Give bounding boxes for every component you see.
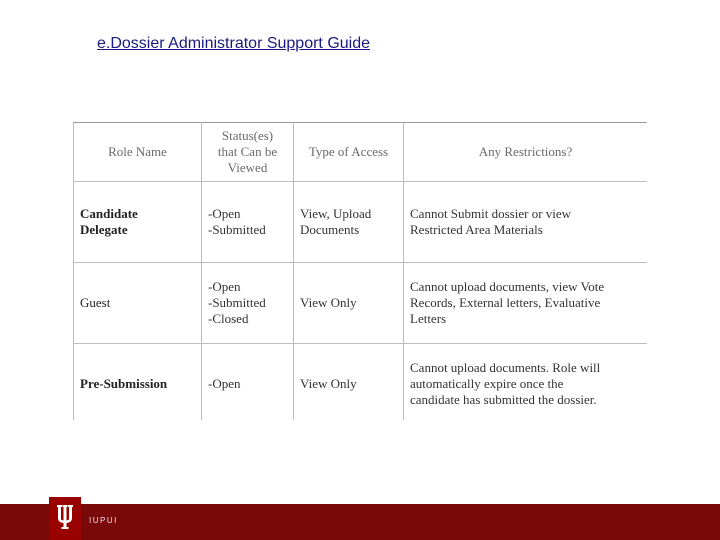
brand-label: IUPUI [89, 516, 118, 525]
restrictions-cell [404, 344, 648, 421]
role-line: Pre-Submission [80, 376, 168, 391]
access-cell [294, 344, 404, 421]
header-role-name [74, 123, 202, 182]
access-line: View, Upload [300, 206, 372, 221]
statuses-cell [202, 182, 294, 263]
access-cell [294, 182, 404, 263]
header-type-of-access [294, 123, 404, 182]
restriction-line: Records, External letters, Evaluative [410, 295, 601, 310]
table-header-row [74, 123, 648, 182]
status-line: -Submitted [208, 222, 266, 237]
restrictions-cell [404, 263, 648, 344]
restriction-line: Cannot upload documents. Role will [410, 360, 601, 375]
status-line: -Closed [208, 311, 249, 326]
statuses-cell [202, 263, 294, 344]
status-line: -Open [208, 376, 241, 391]
status-line: -Submitted [208, 295, 266, 310]
roles-table [73, 122, 647, 420]
restrictions-cell [404, 182, 648, 263]
access-cell [294, 263, 404, 344]
status-line: -Open [208, 206, 241, 221]
roles-table-image [73, 122, 647, 420]
restriction-line: Cannot Submit dossier or view [410, 206, 572, 221]
header-line: Any Restrictions? [478, 144, 573, 159]
access-line: View Only [300, 295, 357, 310]
header-line: that Can be [217, 144, 278, 159]
table-row [74, 344, 648, 421]
access-line: Documents [300, 222, 360, 237]
header-line: Type of Access [308, 144, 389, 159]
guide-title-link[interactable]: e.Dossier Administrator Support Guide [97, 35, 371, 52]
table-row [74, 263, 648, 344]
statuses-cell [202, 344, 294, 421]
role-line: Candidate [80, 206, 138, 221]
iu-logo [49, 497, 81, 540]
header-statuses [202, 123, 294, 182]
restriction-line: candidate has submitted the dossier. [410, 392, 597, 407]
role-cell [74, 263, 202, 344]
header-line: Status(es) [221, 128, 274, 143]
role-line: Guest [80, 295, 111, 310]
restriction-line: automatically expire once the [410, 376, 564, 391]
status-line: -Open [208, 279, 241, 294]
table-row [74, 182, 648, 263]
role-line: Delegate [80, 222, 128, 237]
header-line: Role Name [108, 144, 167, 159]
role-cell [74, 344, 202, 421]
trident-icon [53, 505, 77, 531]
access-line: View Only [300, 376, 357, 391]
restriction-line: Restricted Area Materials [410, 222, 543, 237]
restriction-line: Cannot upload documents, view Vote [410, 279, 605, 294]
header-line: Viewed [227, 160, 268, 175]
restriction-line: Letters [410, 311, 447, 326]
header-restrictions [404, 123, 648, 182]
role-cell [74, 182, 202, 263]
